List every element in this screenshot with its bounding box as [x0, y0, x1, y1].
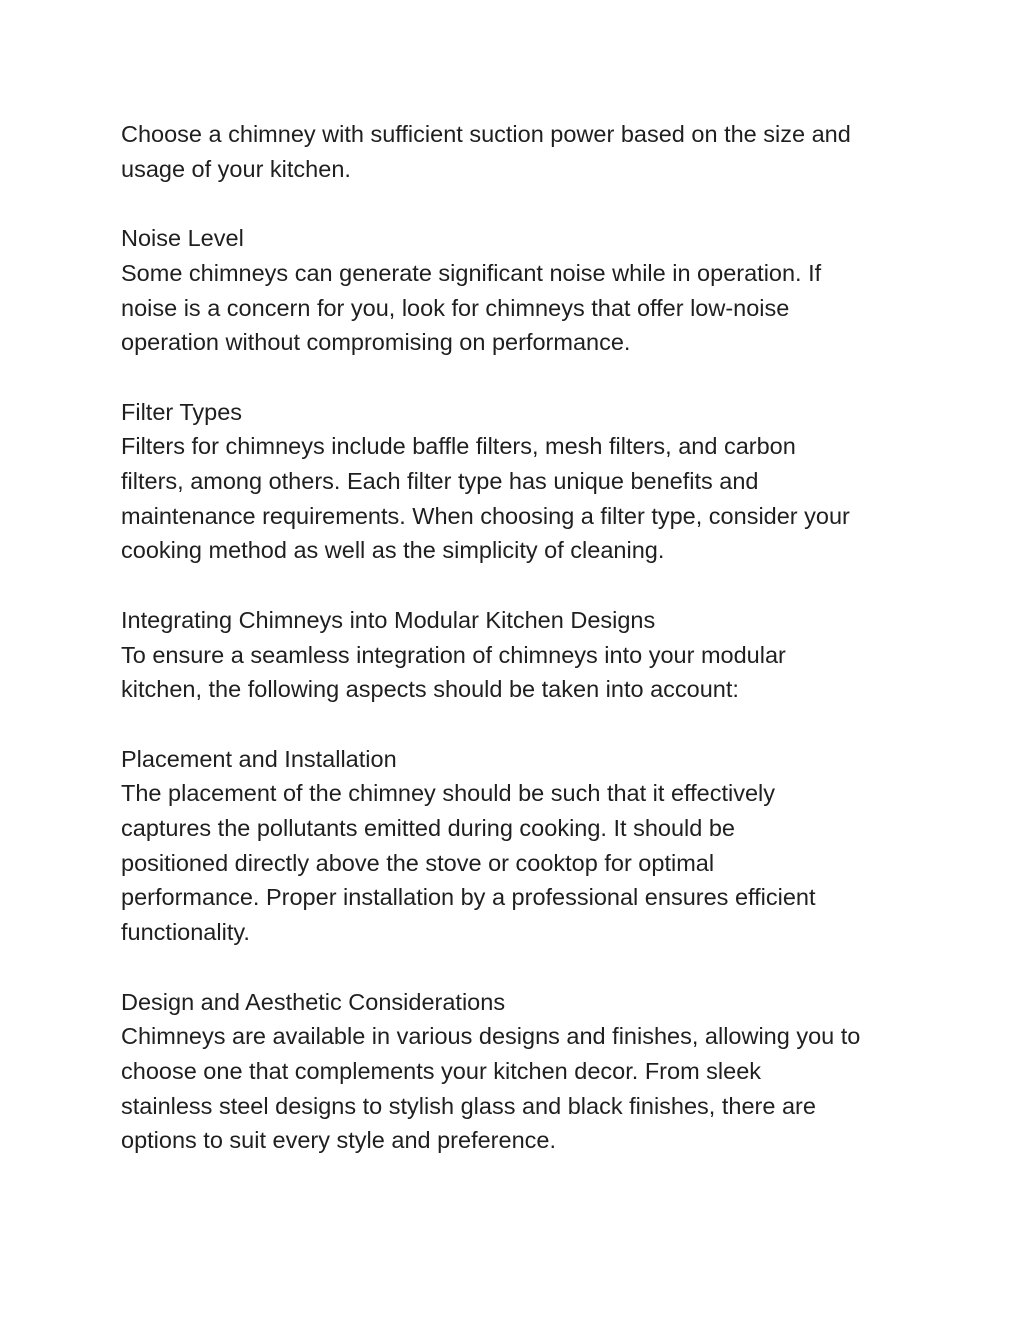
text-line: usage of your kitchen.: [121, 155, 351, 182]
document-page: [121, 117, 911, 1193]
text-line: captures the pollutants emitted during cooking. It should be: [121, 815, 735, 841]
text-line: filters, among others. Each filter type has unique benefits and: [121, 468, 759, 494]
section-heading: Integrating Chimneys into Modular Kitchen Designs: [121, 606, 656, 633]
intro-text: [121, 117, 911, 186]
text-line: performance. Proper installation by a professional ensures efficient: [121, 884, 816, 911]
section-design-aesthetic: [121, 985, 911, 1159]
text-line: operation without compromising on performance.: [121, 329, 631, 356]
text-line: options to suit every style and preference.: [121, 1127, 556, 1154]
text-line: choose one that complements your kitchen decor. From sleek: [121, 1057, 762, 1084]
section-heading: Noise Level: [121, 225, 244, 252]
section-body: [121, 256, 911, 360]
section-heading: Filter Types: [121, 398, 243, 425]
text-line: Choose a chimney with sufficient suction power based on the size and: [121, 121, 851, 147]
text-line: stainless steel designs to stylish glass and black finishes, there are: [121, 1092, 816, 1119]
text-line: Chimneys are available in various designs and finishes, allowing you to: [121, 1023, 861, 1050]
text-line: maintenance requirements. When choosing a filter type, consider your: [121, 502, 850, 529]
section-body: [121, 1019, 911, 1158]
text-line: positioned directly above the stove or cooktop for optimal: [121, 849, 715, 876]
text-line: The placement of the chimney should be such that it effectively: [121, 780, 776, 807]
text-line: kitchen, the following aspects should be taken into account:: [121, 676, 739, 703]
section-body: [121, 638, 911, 707]
section-body: [121, 429, 911, 568]
text-line: To ensure a seamless integration of chimneys into your modular: [121, 641, 786, 668]
section-integrating-chimneys: [121, 603, 911, 707]
text-line: functionality.: [121, 919, 250, 946]
text-line: cooking method as well as the simplicity of cleaning.: [121, 537, 665, 564]
text-line: Some chimneys can generate significant noise while in operation. If: [121, 259, 822, 286]
text-line: noise is a concern for you, look for chimneys that offer low-noise: [121, 294, 790, 321]
section-heading: Design and Aesthetic Considerations: [121, 988, 506, 1015]
text-line: Filters for chimneys include baffle filters, mesh filters, and carbon: [121, 433, 796, 460]
intro-paragraph: [121, 117, 911, 186]
section-body: [121, 776, 911, 950]
section-noise-level: [121, 221, 911, 360]
section-filter-types: [121, 395, 911, 569]
section-heading: Placement and Installation: [121, 745, 397, 772]
section-placement-installation: [121, 742, 911, 950]
